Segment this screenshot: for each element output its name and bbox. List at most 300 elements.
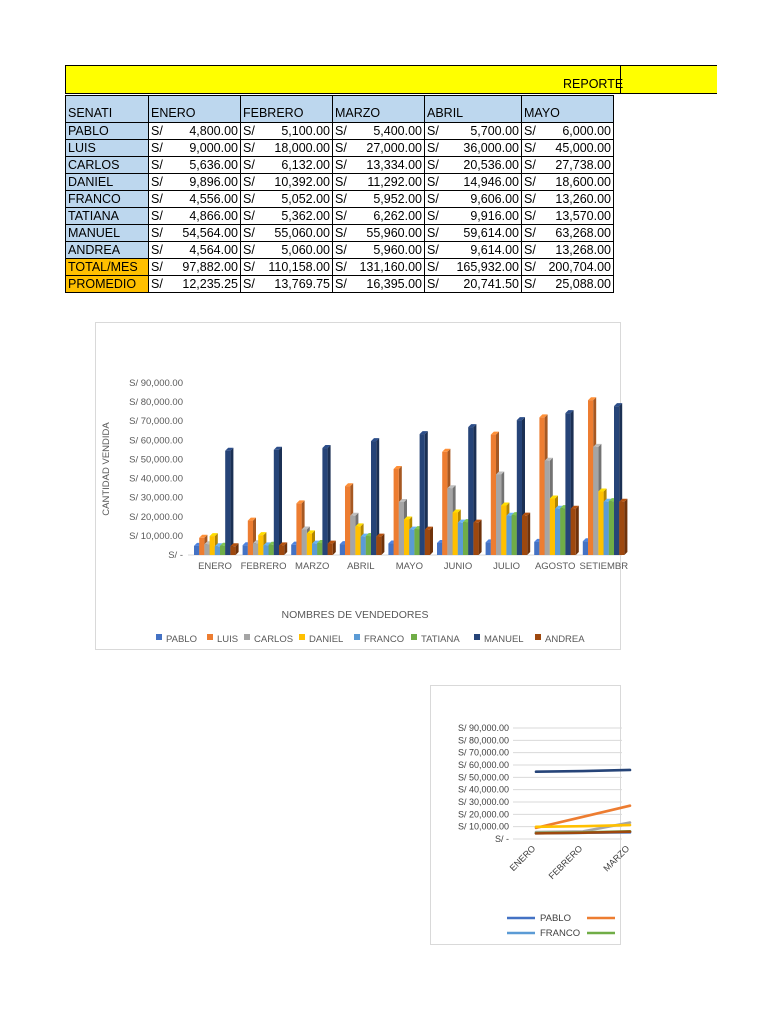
cell-amount: 27,000.00 xyxy=(366,141,422,155)
cell-amount: 16,395.00 xyxy=(366,277,422,291)
header-month: MAYO xyxy=(522,96,614,123)
bar xyxy=(473,520,481,555)
y-tick-label: S/ 70,000.00 xyxy=(129,416,183,428)
table-cell xyxy=(333,191,425,208)
cell-amount: 5,362.00 xyxy=(281,209,330,223)
table-row xyxy=(66,208,614,225)
legend-label: LUIS xyxy=(217,634,239,645)
table-cell xyxy=(333,242,425,259)
bar xyxy=(522,513,530,555)
cell-amount: 12,235.25 xyxy=(182,277,238,291)
cell-amount: 9,614.00 xyxy=(470,243,519,257)
table-cell xyxy=(241,276,333,293)
bar-face xyxy=(302,530,307,555)
currency-symbol: S/ xyxy=(151,192,163,206)
table-cell xyxy=(425,276,522,293)
bar xyxy=(425,527,433,555)
legend-swatch xyxy=(411,634,417,640)
table-cell xyxy=(333,225,425,242)
bar-face xyxy=(243,545,248,555)
bar-face xyxy=(350,516,355,555)
bar xyxy=(279,542,287,555)
row-name: DANIEL xyxy=(66,174,149,191)
y-tick-label: S/ 30,000.00 xyxy=(129,492,183,504)
legend-label: ANDREA xyxy=(545,634,585,645)
line-chart xyxy=(430,685,632,945)
currency-symbol: S/ xyxy=(524,141,536,155)
y-tick-label: S/ 60,000.00 xyxy=(457,760,509,770)
x-tick-label: MAYO xyxy=(395,561,424,572)
table-cell xyxy=(241,123,333,140)
bar-side xyxy=(479,520,482,555)
line-series xyxy=(536,832,630,834)
cell-amount: 5,400.00 xyxy=(373,124,422,138)
currency-symbol: S/ xyxy=(524,260,536,274)
y-axis-title: CANTIDAD VENDIDA xyxy=(101,422,112,516)
x-axis-title: NOMBRES DE VENDEDORES xyxy=(281,609,429,621)
cell-amount: 5,052.00 xyxy=(281,192,330,206)
currency-symbol: S/ xyxy=(151,141,163,155)
bar-face xyxy=(404,519,409,555)
y-tick-label: S/ 60,000.00 xyxy=(129,435,183,447)
table-cell xyxy=(149,140,241,157)
currency-symbol: S/ xyxy=(335,175,347,189)
table-cell xyxy=(425,174,522,191)
cell-amount: 6,000.00 xyxy=(562,124,611,138)
report-title: REPORTE xyxy=(563,77,624,91)
row-name: PABLO xyxy=(66,123,149,140)
cell-amount: 5,960.00 xyxy=(373,243,422,257)
bar xyxy=(274,447,282,555)
table-cell xyxy=(522,157,614,174)
row-name: TATIANA xyxy=(66,208,149,225)
currency-symbol: S/ xyxy=(243,158,255,172)
cell-amount: 165,932.00 xyxy=(456,260,519,274)
header-month: ABRIL xyxy=(425,96,522,123)
currency-symbol: S/ xyxy=(524,124,536,138)
table-cell xyxy=(425,140,522,157)
bar-face xyxy=(376,537,381,555)
x-tick-label: FEBRERO xyxy=(546,843,585,882)
currency-symbol: S/ xyxy=(243,209,255,223)
bar-side xyxy=(527,513,530,555)
line-chart-svg xyxy=(431,686,632,946)
currency-symbol: S/ xyxy=(427,158,439,172)
currency-symbol: S/ xyxy=(335,124,347,138)
cell-amount: 54,564.00 xyxy=(182,226,238,240)
table-cell xyxy=(241,259,333,276)
bar-face xyxy=(437,543,442,555)
currency-symbol: S/ xyxy=(335,243,347,257)
bar-face xyxy=(355,526,360,555)
bar-face xyxy=(361,537,366,555)
currency-symbol: S/ xyxy=(151,158,163,172)
table-cell xyxy=(333,157,425,174)
bar-face xyxy=(614,406,619,555)
bar-face xyxy=(225,451,230,555)
cell-amount: 131,160.00 xyxy=(359,260,422,274)
table-cell xyxy=(522,123,614,140)
currency-symbol: S/ xyxy=(151,209,163,223)
table-cell xyxy=(333,259,425,276)
bar-face xyxy=(588,400,593,555)
cell-amount: 55,960.00 xyxy=(366,226,422,240)
cell-amount: 13,268.00 xyxy=(555,243,611,257)
x-tick-label: JULIO xyxy=(493,561,521,572)
table-cell xyxy=(149,242,241,259)
bar-face xyxy=(220,546,225,555)
table-cell xyxy=(522,191,614,208)
sales-table xyxy=(65,95,614,293)
cell-amount: 13,334.00 xyxy=(366,158,422,172)
table-cell xyxy=(522,276,614,293)
bar-face xyxy=(414,529,419,555)
y-tick-label: S/ 50,000.00 xyxy=(129,454,183,466)
table-cell xyxy=(333,276,425,293)
table-cell xyxy=(241,174,333,191)
table-header-row xyxy=(66,96,614,123)
bar-face xyxy=(609,501,614,555)
bar-face xyxy=(210,536,215,555)
bar-side xyxy=(230,448,233,555)
bar-face xyxy=(388,544,393,555)
y-tick-label: S/ 70,000.00 xyxy=(457,747,509,758)
row-name: MANUEL xyxy=(66,225,149,242)
y-tick-label: S/ 90,000.00 xyxy=(457,723,509,733)
bar-face xyxy=(307,533,312,555)
table-row xyxy=(66,225,614,242)
bar xyxy=(225,448,233,555)
table-cell xyxy=(149,157,241,174)
cell-amount: 9,896.00 xyxy=(189,175,238,189)
currency-symbol: S/ xyxy=(243,175,255,189)
x-tick-label: FEBRERO xyxy=(240,561,287,572)
bar xyxy=(376,534,384,555)
bar xyxy=(328,541,336,555)
legend-swatch xyxy=(474,634,480,640)
bar-face xyxy=(248,521,253,555)
bar-face xyxy=(345,486,350,555)
cell-amount: 9,916.00 xyxy=(470,209,519,223)
currency-symbol: S/ xyxy=(427,209,439,223)
bar-face xyxy=(328,544,333,555)
cell-amount: 25,088.00 xyxy=(555,277,611,291)
bar-face xyxy=(291,545,296,555)
bar-side xyxy=(624,499,627,555)
currency-symbol: S/ xyxy=(427,124,439,138)
currency-symbol: S/ xyxy=(427,192,439,206)
table-cell xyxy=(333,123,425,140)
x-tick-label: JUNIO xyxy=(443,561,473,572)
bar-face xyxy=(263,545,268,555)
cell-amount: 4,866.00 xyxy=(189,209,238,223)
currency-symbol: S/ xyxy=(524,209,536,223)
table-row xyxy=(66,242,614,259)
bar-face xyxy=(560,508,565,555)
cell-amount: 36,000.00 xyxy=(463,141,519,155)
legend-label: FRANCO xyxy=(540,928,581,939)
cell-amount: 18,600.00 xyxy=(555,175,611,189)
currency-symbol: S/ xyxy=(427,175,439,189)
table-cell xyxy=(522,140,614,157)
currency-symbol: S/ xyxy=(243,124,255,138)
table-cell xyxy=(333,140,425,157)
legend-swatch xyxy=(156,634,162,640)
currency-symbol: S/ xyxy=(524,243,536,257)
legend-label: CARLOS xyxy=(254,634,294,645)
cell-amount: 5,952.00 xyxy=(373,192,422,206)
table-cell xyxy=(149,259,241,276)
currency-symbol: S/ xyxy=(243,192,255,206)
table-row xyxy=(66,174,614,191)
currency-symbol: S/ xyxy=(524,226,536,240)
table-cell xyxy=(149,123,241,140)
report-banner-frame xyxy=(65,65,624,94)
table-cell xyxy=(241,140,333,157)
legend-label: FRANCO xyxy=(364,634,405,645)
bar-face xyxy=(312,544,317,555)
cell-amount: 63,268.00 xyxy=(555,226,611,240)
currency-symbol: S/ xyxy=(151,175,163,189)
bar-face xyxy=(409,530,414,555)
bar-face xyxy=(598,492,603,555)
table-row xyxy=(66,276,614,293)
table-cell xyxy=(241,208,333,225)
cell-amount: 4,800.00 xyxy=(189,124,238,138)
bar-face xyxy=(539,417,544,555)
legend-swatch xyxy=(354,634,360,640)
bar-face xyxy=(296,503,301,555)
bar-face xyxy=(545,461,550,555)
header-month: ENERO xyxy=(149,96,241,123)
currency-symbol: S/ xyxy=(335,158,347,172)
bar xyxy=(322,445,330,555)
currency-symbol: S/ xyxy=(151,260,163,274)
cell-amount: 55,060.00 xyxy=(274,226,330,240)
bar-face xyxy=(340,544,345,555)
bar-chart-svg xyxy=(96,323,629,651)
bar-face xyxy=(534,542,539,555)
bar-face xyxy=(506,516,511,555)
currency-symbol: S/ xyxy=(427,141,439,155)
bar-face xyxy=(274,450,279,555)
bar-face xyxy=(453,512,458,555)
cell-amount: 6,262.00 xyxy=(373,209,422,223)
cell-amount: 13,769.75 xyxy=(274,277,330,291)
table-cell xyxy=(425,208,522,225)
bar-face xyxy=(501,505,506,555)
cell-amount: 20,536.00 xyxy=(463,158,519,172)
y-tick-label: S/ 50,000.00 xyxy=(457,772,509,783)
bar-face xyxy=(512,515,517,555)
bar-face xyxy=(279,545,284,555)
table-cell xyxy=(425,191,522,208)
cell-amount: 110,158.00 xyxy=(268,260,330,274)
currency-symbol: S/ xyxy=(151,226,163,240)
y-tick-label: S/ 30,000.00 xyxy=(457,797,509,807)
y-tick-label: S/ 40,000.00 xyxy=(129,473,183,485)
currency-symbol: S/ xyxy=(427,226,439,240)
bar-face xyxy=(550,499,555,555)
currency-symbol: S/ xyxy=(151,277,163,291)
table-cell xyxy=(522,208,614,225)
y-tick-label: S/ 10,000.00 xyxy=(129,530,183,542)
currency-symbol: S/ xyxy=(243,277,255,291)
header-month: MARZO xyxy=(333,96,425,123)
bar-face xyxy=(571,509,576,555)
cell-amount: 9,606.00 xyxy=(470,192,519,206)
line-series xyxy=(536,770,630,772)
cell-amount: 200,704.00 xyxy=(548,260,611,274)
currency-symbol: S/ xyxy=(524,277,536,291)
x-tick-label: MARZO xyxy=(601,843,632,874)
bar-face xyxy=(269,545,274,555)
currency-symbol: S/ xyxy=(335,260,347,274)
table-cell xyxy=(425,242,522,259)
currency-symbol: S/ xyxy=(335,141,347,155)
table-row xyxy=(66,259,614,276)
x-tick-label: ENERO xyxy=(507,843,538,874)
legend-label: PABLO xyxy=(166,634,197,645)
cell-amount: 13,260.00 xyxy=(555,192,611,206)
table-cell xyxy=(149,276,241,293)
currency-symbol: S/ xyxy=(243,243,255,257)
y-tick-label: S/ 80,000.00 xyxy=(129,397,183,409)
bar-face xyxy=(215,546,220,555)
table-cell xyxy=(425,225,522,242)
bar-face xyxy=(463,522,468,555)
cell-amount: 9,000.00 xyxy=(189,141,238,155)
currency-symbol: S/ xyxy=(524,175,536,189)
cell-amount: 5,060.00 xyxy=(281,243,330,257)
line-series xyxy=(536,825,630,827)
bar-side xyxy=(381,534,384,555)
bar-side xyxy=(328,445,331,555)
currency-symbol: S/ xyxy=(427,243,439,257)
cell-amount: 6,132.00 xyxy=(281,158,330,172)
header-senati: SENATI xyxy=(66,96,149,123)
bar xyxy=(571,506,579,555)
cell-amount: 20,741.50 xyxy=(463,277,519,291)
table-row xyxy=(66,140,614,157)
table-cell xyxy=(522,225,614,242)
bar-face xyxy=(565,413,570,555)
y-tick-label: S/ 10,000.00 xyxy=(457,821,509,832)
cell-amount: 27,738.00 xyxy=(555,158,611,172)
y-tick-label: S/ 90,000.00 xyxy=(129,378,183,389)
table-cell xyxy=(333,174,425,191)
currency-symbol: S/ xyxy=(243,226,255,240)
x-tick-label: ENERO xyxy=(198,561,232,572)
bar-face xyxy=(322,448,327,555)
cell-amount: 59,614.00 xyxy=(463,226,519,240)
bar-face xyxy=(555,509,560,555)
legend-swatch xyxy=(207,634,213,640)
bar-face xyxy=(371,441,376,555)
table-cell xyxy=(425,259,522,276)
x-tick-label: ABRIL xyxy=(347,561,375,572)
x-tick-label: MARZO xyxy=(295,561,330,572)
bar-side xyxy=(279,447,282,555)
currency-symbol: S/ xyxy=(524,158,536,172)
bar-side xyxy=(576,506,579,555)
bar-face xyxy=(473,523,478,555)
cell-amount: 4,556.00 xyxy=(189,192,238,206)
bar-face xyxy=(447,488,452,555)
row-name: CARLOS xyxy=(66,157,149,174)
table-cell xyxy=(522,259,614,276)
bar-face xyxy=(194,546,199,555)
bar-face xyxy=(317,543,322,555)
y-tick-label: S/ - xyxy=(494,834,509,844)
bar-face xyxy=(253,543,258,555)
table-row xyxy=(66,123,614,140)
row-name: PROMEDIO xyxy=(66,276,149,293)
bar-face xyxy=(425,530,430,555)
bar-face xyxy=(522,516,527,555)
currency-symbol: S/ xyxy=(427,277,439,291)
bar-chart xyxy=(95,322,629,650)
currency-symbol: S/ xyxy=(335,277,347,291)
row-name: LUIS xyxy=(66,140,149,157)
bar-face xyxy=(199,538,204,555)
table-cell xyxy=(149,208,241,225)
table-cell xyxy=(241,242,333,259)
bar-face xyxy=(366,536,371,555)
cell-amount: 11,292.00 xyxy=(367,175,422,189)
bar-face xyxy=(517,420,522,555)
bar-face xyxy=(420,434,425,555)
legend-label: TATIANA xyxy=(421,634,460,645)
legend-swatch xyxy=(535,634,541,640)
currency-symbol: S/ xyxy=(151,243,163,257)
table-cell xyxy=(425,123,522,140)
cell-amount: 13,570.00 xyxy=(555,209,611,223)
cell-amount: 97,882.00 xyxy=(182,260,238,274)
legend-label: MANUEL xyxy=(484,634,524,645)
table-cell xyxy=(522,242,614,259)
cell-amount: 10,392.00 xyxy=(274,175,330,189)
x-tick-label: SETIEMBR xyxy=(579,561,629,572)
bar-face xyxy=(619,502,624,555)
bar xyxy=(619,499,627,555)
y-tick-label: S/ 20,000.00 xyxy=(457,809,509,820)
bar-face xyxy=(468,427,473,555)
table-cell xyxy=(522,174,614,191)
cell-amount: 45,000.00 xyxy=(555,141,611,155)
table-cell xyxy=(149,191,241,208)
bar-face xyxy=(486,542,491,555)
bar-face xyxy=(583,541,588,555)
table-cell xyxy=(425,157,522,174)
y-tick-label: S/ - xyxy=(168,550,183,561)
y-tick-label: S/ 20,000.00 xyxy=(129,511,183,523)
currency-symbol: S/ xyxy=(243,141,255,155)
row-name: ANDREA xyxy=(66,242,149,259)
bar-face xyxy=(394,469,399,555)
table-cell xyxy=(241,157,333,174)
currency-symbol: S/ xyxy=(335,192,347,206)
cell-amount: 14,946.00 xyxy=(463,175,519,189)
currency-symbol: S/ xyxy=(151,124,163,138)
row-name: TOTAL/MES xyxy=(66,259,149,276)
bar-face xyxy=(230,546,235,555)
table-cell xyxy=(149,174,241,191)
y-tick-label: S/ 80,000.00 xyxy=(457,735,509,746)
table-row xyxy=(66,191,614,208)
currency-symbol: S/ xyxy=(524,192,536,206)
table-row xyxy=(66,157,614,174)
